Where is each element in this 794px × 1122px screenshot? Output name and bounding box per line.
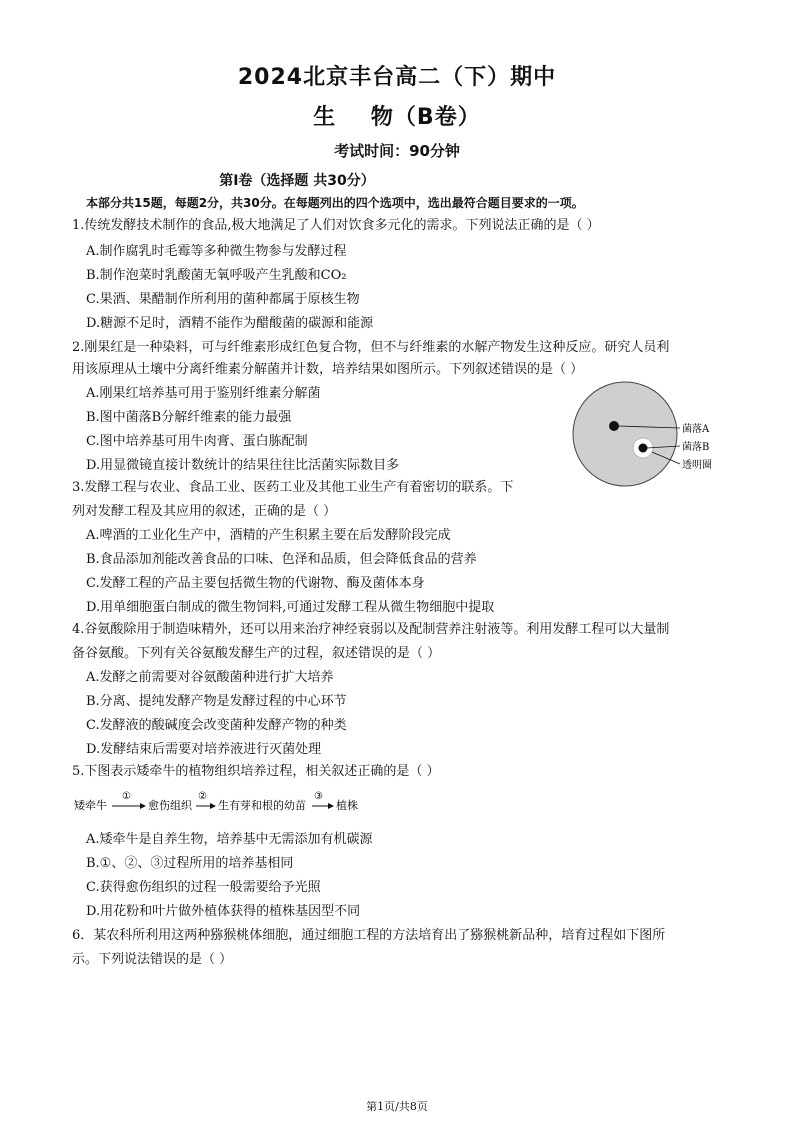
question-4-stem-line-2: 备谷氨酸。下列有关谷氨酸发酵生产的过程，叙述错误的是（ ） [72,646,441,661]
question-4-stem-line-1: 4.谷氨酸除用于制造味精外，还可以用来治疗神经衰弱以及配制营养注射液等。利用发酵工程可以大量制 [72,622,670,637]
question-5-option-b: B.①、②、③过程所用的培养基相同 [86,856,294,871]
flow-step-2: 愈伤组织 [148,799,192,812]
question-2-option-c: C.图中培养基可用牛肉膏、蛋白胨配制 [86,434,308,449]
question-1-option-a: A.制作腐乳时毛霉等多种微生物参与发酵过程 [86,244,347,259]
page-footer: 第1页/共8页 [366,1100,428,1113]
question-5-option-d: D.用花粉和叶片做外植体获得的植株基因型不同 [86,904,361,919]
question-2-stem-line-2: 用该原理从土壤中分离纤维素分解菌并计数，培养结果如图所示。下列叙述错误的是（ ） [72,362,584,377]
question-3-stem-line-1: 3.发酵工程与农业、食品工业、医药工业及其他工业生产有着密切的联系。下 [72,480,514,495]
question-3-option-b: B.食品添加剂能改善食品的口味、色泽和品质，但会降低食品的营养 [86,552,477,567]
label-clear-zone: 透明圈 [682,460,712,471]
flow-arrow-3-label: ③ [314,791,323,802]
question-1-stem: 1.传统发酵技术制作的食品,极大地满足了人们对饮食多元化的需求。下列说法正确的是（ ） [72,218,600,233]
question-3-option-d: D.用单细胞蛋白制成的微生物饲料,可通过发酵工程从微生物细胞中提取 [86,600,495,615]
question-4-option-a: A.发酵之前需要对谷氨酸菌种进行扩大培养 [86,670,334,685]
question-3-option-a: A.啤酒的工业化生产中，酒精的产生积累主要在后发酵阶段完成 [86,528,451,543]
question-5-stem: 5.下图表示矮牵牛的植物组织培养过程，相关叙述正确的是（ ） [72,764,440,779]
question-6-stem-line-1: 6．某农科所利用这两种猕猴桃体细胞，通过细胞工程的方法培育出了猕猴桃新品种，培育过程如下图所 [72,928,666,943]
question-5-option-a: A.矮牵牛是自养生物，培养基中无需添加有机碳源 [86,832,373,847]
label-colony-b: 菌落B [682,442,710,453]
question-1-option-b: B.制作泡菜时乳酸菌无氧呼吸产生乳酸和CO₂ [86,268,347,283]
question-1-option-d: D.糖源不足时，酒精不能作为醋酸菌的碳源和能源 [86,316,374,331]
flow-arrow-2-label: ② [198,791,207,802]
question-2-option-d: D.用显微镜直接计数统计的结果往往比活菌实际数目多 [86,458,400,473]
colony-a [609,421,619,431]
question-2-option-a: A.刚果红培养基可用于鉴别纤维素分解菌 [86,386,321,401]
question-4-option-c: C.发酵液的酸碱度会改变菌种发酵产物的种类 [86,718,347,733]
subject-title: 生 物（B卷） [313,105,481,130]
petri-dish [573,382,677,486]
flow-step-3: 生有芽和根的幼苗 [218,799,306,812]
question-4-option-b: B.分离、提纯发酵产物是发酵过程的中心环节 [86,694,347,709]
exam-time: 考试时间：90分钟 [334,142,460,160]
instructions: 本部分共15题，每题2分，共30分。在每题列出的四个选项中，选出最符合题目要求的一项。 [86,196,584,210]
question-5-option-c: C.获得愈伤组织的过程一般需要给予光照 [86,880,321,895]
question-3-option-c: C.发酵工程的产品主要包括微生物的代谢物、酶及菌体本身 [86,576,425,591]
question-6-stem-line-2: 示。下列说法错误的是（ ） [72,952,233,967]
flow-arrow-1-label: ① [122,791,131,802]
question-4-option-d: D.发酵结束后需要对培养液进行灭菌处理 [86,742,322,757]
label-colony-a: 菌落A [682,424,710,435]
petri-dish-figure [570,380,730,490]
exam-title: 2024北京丰台高二（下）期中 [237,65,557,90]
question-2-stem-line-1: 2.刚果红是一种染料，可与纤维素形成红色复合物，但不与纤维素的水解产物发生这种反应。研究人员利 [72,340,670,355]
flow-step-4: 植株 [336,799,358,812]
question-1-option-c: C.果酒、果醋制作所利用的菌种都属于原核生物 [86,292,360,307]
section-heading: 第Ⅰ卷（选择题 共30分） [219,173,375,189]
flow-step-1: 矮牵牛 [74,799,107,812]
tissue-culture-flow-diagram [72,788,392,816]
question-3-stem-line-2: 列对发酵工程及其应用的叙述，正确的是（ ） [72,504,337,519]
question-2-option-b: B.图中菌落B分解纤维素的能力最强 [86,410,292,425]
colony-b [639,444,648,453]
